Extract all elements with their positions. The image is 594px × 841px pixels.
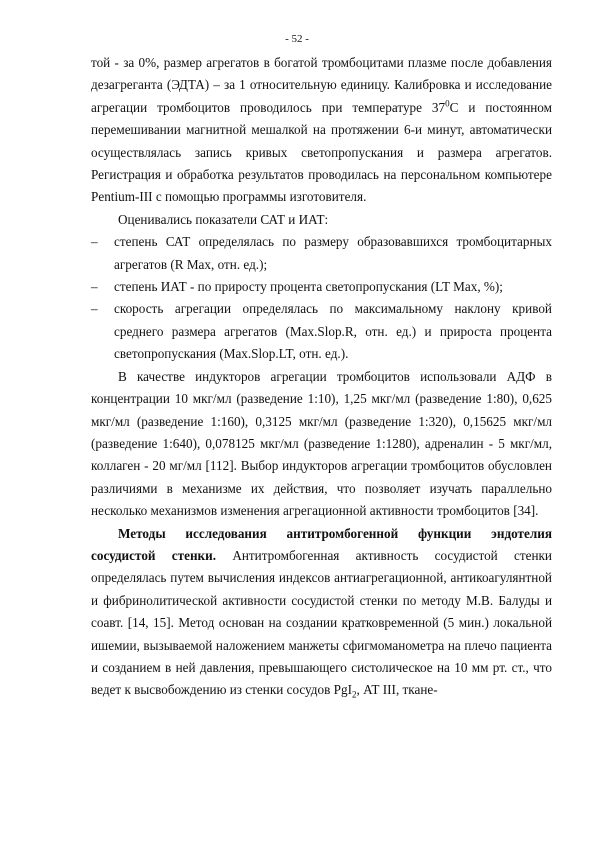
paragraph-text: Антитромбогенная активность сосудистой стенки определялась путем вычисления индексов антиагрегационной, антикоагулянтной и фибринолитической активности сосудистой стенки по методу М.В. Балуды и соавт. [14, 15]. Метод основан на создании кратковременной (5 мин.) локальной ишемии, вызываемой наложением манжеты сфигмоманометра на плечо пациента и созданием в ней давления, превышающего систолическое на 10 мм рт. ст., что ведет к высвобождению из стенки сосудов PgI bbox=[91, 547, 552, 698]
list-item-text: степень ИАТ - по приросту процента светопропускания (LT Max, %); bbox=[114, 279, 503, 295]
paragraph-text: , АТ III, ткане- bbox=[356, 682, 438, 698]
paragraph-text: той - за 0%, размер агрегатов в богатой тромбоцитами плазме после добавления дезагреганта (ЭДТА) – за 1 относительную единицу. Калибровка и исследование агрегации тромбоцитов проводилось при температуре 37 bbox=[91, 55, 552, 115]
dash-bullet: – bbox=[91, 234, 98, 250]
paragraph-text: С и постоянном перемешивании магнитной мешалкой на протяжении 6-и минут, автоматически осуществлялась запись кривых светопропускания и размера агрегатов. Регистрация и обработка результатов проводилась на персональном компьютере Pentium-III с помощью программы изготовителя. bbox=[91, 99, 552, 205]
paragraph-methods bbox=[91, 523, 552, 702]
list-item-text: скорость агрегации определялась по максимальному наклону кривой среднего размера агрегатов (Max.Slop.R, отн. ед.) и прироста процента светопропускания (Max.Slop.LT, отн. ед.). bbox=[114, 301, 552, 362]
degree-superscript: 0 bbox=[445, 98, 450, 109]
indicator-list bbox=[91, 231, 552, 365]
list-item bbox=[91, 231, 552, 276]
paragraph-indicators-intro: Оценивались показатели САТ и ИАТ: bbox=[118, 211, 329, 227]
list-item bbox=[91, 298, 552, 365]
dash-bullet: – bbox=[91, 279, 98, 295]
paragraph-continuation bbox=[91, 52, 552, 209]
section-heading: Методы исследования антитромбогенной функции эндотелия сосудистой стенки. bbox=[91, 525, 552, 563]
page-body bbox=[91, 52, 552, 702]
paragraph-inductors: В качестве индукторов агрегации тромбоцитов использовали АДФ в концентрации 10 мкг/мл (разведение 1:10), 1,25 мкг/мл (разведение 1:80), 0,625 мкг/мл (разведение 1:160), 0,3125 мкг/мл (разведение 1:320), 0,15625 мкг/мл (разведение 1:640), 0,078125 мкг/мл (разведение 1:1280), адреналин - 5 мкг/мл, коллаген - 20 мг/мл [112]. Выбор индукторов агрегации тромбоцитов обусловлен различиями в механизме их действия, что позволяет изучать параллельно несколько механизмов изменения агрегационной активности тромбоцитов [34]. bbox=[91, 368, 552, 519]
subscript: 2 bbox=[351, 690, 357, 701]
list-item-text: степень САТ определялась по размеру образовавшихся тромбоцитарных агрегатов (R Max, отн. ед.); bbox=[114, 234, 552, 272]
list-item bbox=[91, 276, 552, 298]
dash-bullet: – bbox=[91, 301, 98, 317]
page-number: - 52 - bbox=[285, 33, 309, 45]
